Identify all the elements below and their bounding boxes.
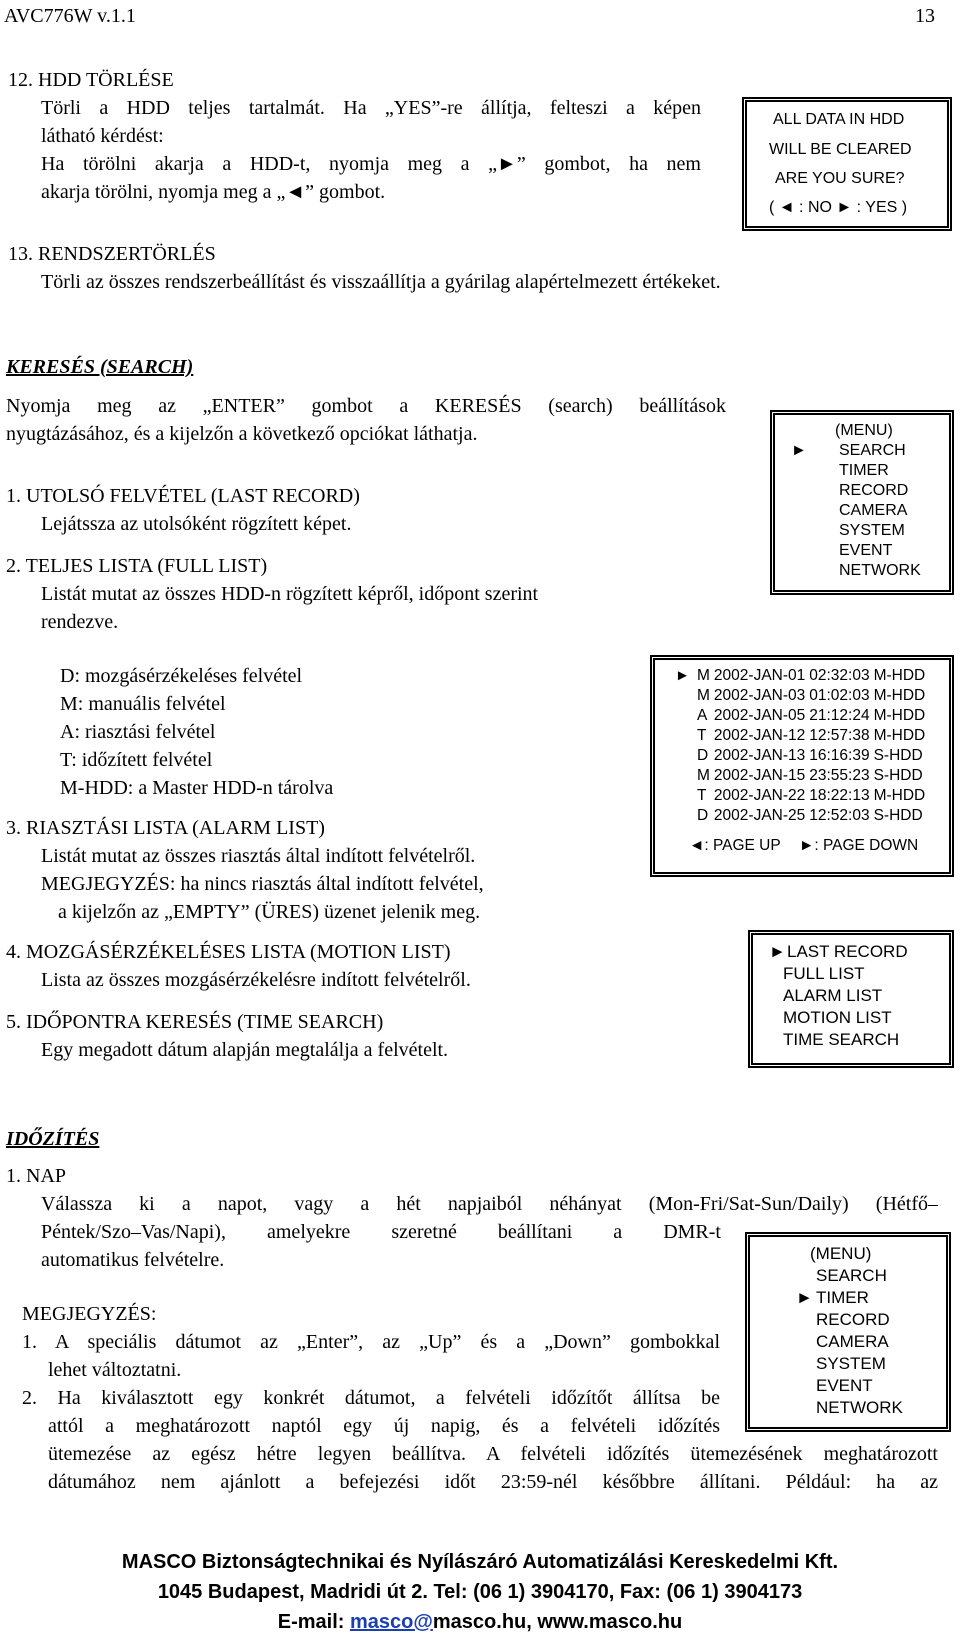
timer-menu-item-camera: CAMERA: [816, 1332, 889, 1351]
section-12-line-1: Törli a HDD teljes tartalmát. Ha „YES”-re állítja, felteszi a képen: [41, 97, 701, 119]
menu-item-network: NETWORK: [839, 562, 921, 579]
timer-item-1-line-3: automatikus felvételre.: [41, 1249, 225, 1271]
page-up-hint: ◄: PAGE UP: [689, 837, 781, 854]
search-item-5-text: Egy megadott dátum alapján megtalálja a felvételt.: [41, 1039, 449, 1061]
record-storage: M-HDD: [873, 727, 926, 744]
timer-menu-item-record: RECORD: [816, 1310, 890, 1329]
search-intro-line-2: nyugtázásához, és a kijelzőn a következő opciókat láthatja.: [6, 423, 478, 445]
section-12-line-2: látható kérdést:: [41, 125, 164, 147]
record-date: 2002-JAN-12: [713, 727, 806, 744]
record-type: D: [697, 747, 709, 764]
submenu-full-list: FULL LIST: [783, 964, 865, 983]
timer-menu-item-system: SYSTEM: [816, 1354, 886, 1373]
record-list-screen: [650, 655, 954, 877]
record-time: 16:16:39: [809, 747, 870, 764]
record-time: 21:12:24: [809, 707, 870, 724]
footer-email-link[interactable]: masco@: [350, 1611, 433, 1633]
hdd-clear-dialog: [742, 97, 952, 231]
note-2-line-2: attól a meghatározott naptól egy új napig, és a felvételi időzítés: [48, 1415, 720, 1437]
timer-menu-item-timer: TIMER: [816, 1288, 869, 1307]
legend-d: D: mozgásérzékeléses felvétel: [60, 665, 303, 687]
footer-address: 1045 Budapest, Madridi út 2. Tel: (06 1) 3904170, Fax: (06 1) 3904173: [157, 1581, 803, 1603]
record-storage: S-HDD: [873, 807, 923, 824]
record-time: 01:02:03: [809, 687, 870, 704]
footer-company: MASCO Biztonságtechnikai és Nyílászáró Automatizálási Kereskedelmi Kft.: [121, 1551, 839, 1573]
legend-a: A: riasztási felvétel: [60, 721, 216, 743]
record-storage: S-HDD: [873, 747, 923, 764]
search-item-2-title: 2. TELJES LISTA (FULL LIST): [6, 555, 268, 577]
record-type: T: [697, 787, 707, 804]
record-time: 12:57:38: [809, 727, 870, 744]
record-date: 2002-JAN-01: [713, 667, 806, 684]
record-type: A: [697, 707, 708, 724]
legend-m-hdd: M-HDD: a Master HDD-n tárolva: [60, 777, 334, 799]
record-storage: M-HDD: [873, 687, 926, 704]
note-2-line-3: ütemezése az egész hétre legyen beállítva. A felvételi időzítés ütemezésének meghatározott: [48, 1443, 938, 1465]
search-menu-screen: [770, 410, 954, 595]
record-row: [697, 706, 929, 726]
record-type: M: [697, 767, 710, 784]
record-row: [697, 666, 929, 686]
footer-web: masco.hu, www.masco.hu: [432, 1611, 683, 1633]
search-intro-line-1: Nyomja meg az „ENTER” gombot a KERESÉS (search) beállítások: [6, 395, 726, 417]
legend-t: T: időzített felvétel: [60, 749, 213, 771]
legend-m: M: manuális felvétel: [60, 693, 226, 715]
search-item-4-title: 4. MOZGÁSÉRZÉKELÉSES LISTA (MOTION LIST): [6, 941, 451, 963]
dialog-line-2: WILL BE CLEARED: [769, 141, 912, 158]
timer-menu-item-network: NETWORK: [816, 1398, 903, 1417]
record-row: [697, 766, 929, 786]
timer-item-1-line-1: Válassza ki a napot, vagy a hét napjaiból néhányat (Mon-Fri/Sat-Sun/Daily) (Hétfő–: [41, 1193, 938, 1215]
record-time: 02:32:03: [809, 667, 870, 684]
section-13-title: 13. RENDSZERTÖRLÉS: [8, 243, 216, 265]
record-storage: S-HDD: [873, 767, 923, 784]
search-item-5-title: 5. IDŐPONTRA KERESÉS (TIME SEARCH): [6, 1011, 384, 1033]
timer-heading: IDŐZÍTÉS: [6, 1128, 100, 1150]
selected-arrow-icon: ►: [791, 442, 807, 459]
record-storage: M-HDD: [873, 787, 926, 804]
record-row: [697, 786, 929, 806]
search-item-2-text-1: Listát mutat az összes HDD-n rögzített képről, időpont szerint: [41, 583, 539, 605]
search-item-3-text-1: Listát mutat az összes riasztás által indított felvételről.: [41, 845, 476, 867]
page-number: 13: [915, 5, 935, 27]
dialog-line-4: ( ◄ : NO ► : YES ): [769, 199, 908, 216]
search-item-4-text: Lista az összes mozgásérzékelésre indított felvételről.: [41, 969, 471, 991]
section-12-line-3: Ha törölni akarja a HDD-t, nyomja meg a „►” gombot, ha nem: [41, 153, 701, 175]
timer-selected-arrow-icon: ►: [796, 1288, 813, 1307]
record-time: 18:22:13: [809, 787, 870, 804]
record-date: 2002-JAN-22: [713, 787, 806, 804]
submenu-arrow-icon: ►: [769, 942, 786, 961]
menu-item-event: EVENT: [839, 542, 893, 559]
section-12-line-4: akarja törölni, nyomja meg a „◄” gombot.: [41, 181, 386, 203]
document-id: AVC776W v.1.1: [4, 5, 136, 27]
note-title: MEGJEGYZÉS:: [22, 1303, 157, 1325]
record-type: M: [697, 687, 710, 704]
submenu-time-search: TIME SEARCH: [783, 1030, 900, 1049]
timer-menu-title: (MENU): [810, 1244, 872, 1263]
record-time: 12:52:03: [809, 807, 870, 824]
record-storage: M-HDD: [873, 707, 926, 724]
record-time: 23:55:23: [809, 767, 870, 784]
record-type: D: [697, 807, 709, 824]
menu-item-camera: CAMERA: [839, 502, 908, 519]
search-item-3-title: 3. RIASZTÁSI LISTA (ALARM LIST): [6, 817, 325, 839]
record-row: [697, 686, 929, 706]
page-down-hint: ►: PAGE DOWN: [799, 837, 919, 854]
footer-contact: [0, 1608, 960, 1636]
note-1-line-1: 1. A speciális dátumot az „Enter”, az „Up” és a „Down” gombokkal: [22, 1331, 720, 1353]
record-date: 2002-JAN-05: [713, 707, 806, 724]
section-12-title: 12. HDD TÖRLÉSE: [8, 69, 174, 91]
list-selected-arrow-icon: ►: [675, 667, 690, 684]
record-date: 2002-JAN-25: [713, 807, 806, 824]
timer-item-1-title: 1. NAP: [6, 1165, 67, 1187]
footer-email-label: E-mail:: [277, 1611, 351, 1633]
search-item-1-text: Lejátssza az utolsóként rögzített képet.: [41, 513, 352, 535]
record-date: 2002-JAN-13: [713, 747, 806, 764]
search-submenu-screen: [748, 930, 954, 1068]
menu-item-system: SYSTEM: [839, 522, 905, 539]
record-row: [697, 726, 929, 746]
section-13-text: Törli az összes rendszerbeállítást és visszaállítja a gyárilag alapértelmezett értékeket.: [41, 271, 721, 293]
timer-item-1-line-2: Péntek/Szo–Vas/Napi), amelyekre szeretné beállítani a DMR-t: [41, 1221, 721, 1243]
note-1-line-2: lehet változtatni.: [48, 1359, 182, 1381]
submenu-alarm-list: ALARM LIST: [783, 986, 883, 1005]
record-storage: M-HDD: [873, 667, 926, 684]
record-row: [697, 806, 929, 826]
timer-menu-screen: [745, 1232, 951, 1432]
search-heading: KERESÉS (SEARCH): [6, 356, 194, 378]
search-item-2-text-2: rendezve.: [41, 611, 119, 633]
submenu-motion-list: MOTION LIST: [783, 1008, 892, 1027]
menu-item-record: RECORD: [839, 482, 909, 499]
dialog-line-3: ARE YOU SURE?: [775, 170, 905, 187]
record-date: 2002-JAN-03: [713, 687, 806, 704]
menu-item-search: SEARCH: [839, 442, 906, 459]
record-type: M: [697, 667, 710, 684]
note-2-line-1: 2. Ha kiválasztott egy konkrét dátumot, a felvételi időzítőt állítsa be: [22, 1387, 720, 1409]
search-item-1-title: 1. UTOLSÓ FELVÉTEL (LAST RECORD): [6, 485, 360, 507]
search-item-3-text-2: MEGJEGYZÉS: ha nincs riasztás által indított felvétel,: [41, 873, 484, 895]
menu-title: (MENU): [835, 422, 893, 439]
submenu-last-record: LAST RECORD: [787, 942, 908, 961]
record-list-table: [697, 666, 929, 826]
record-row: [697, 746, 929, 766]
timer-menu-item-search: SEARCH: [816, 1266, 887, 1285]
timer-menu-item-event: EVENT: [816, 1376, 873, 1395]
dialog-line-1: ALL DATA IN HDD: [773, 111, 905, 128]
search-item-3-text-3: a kijelzőn az „EMPTY” (ÜRES) üzenet jelenik meg.: [58, 901, 481, 923]
record-type: T: [697, 727, 707, 744]
note-2-line-4: dátumához nem ajánlott a befejezési időt 23:59-nél későbbre állítani. Például: ha az: [48, 1471, 938, 1493]
record-date: 2002-JAN-15: [713, 767, 806, 784]
menu-item-timer: TIMER: [839, 462, 889, 479]
